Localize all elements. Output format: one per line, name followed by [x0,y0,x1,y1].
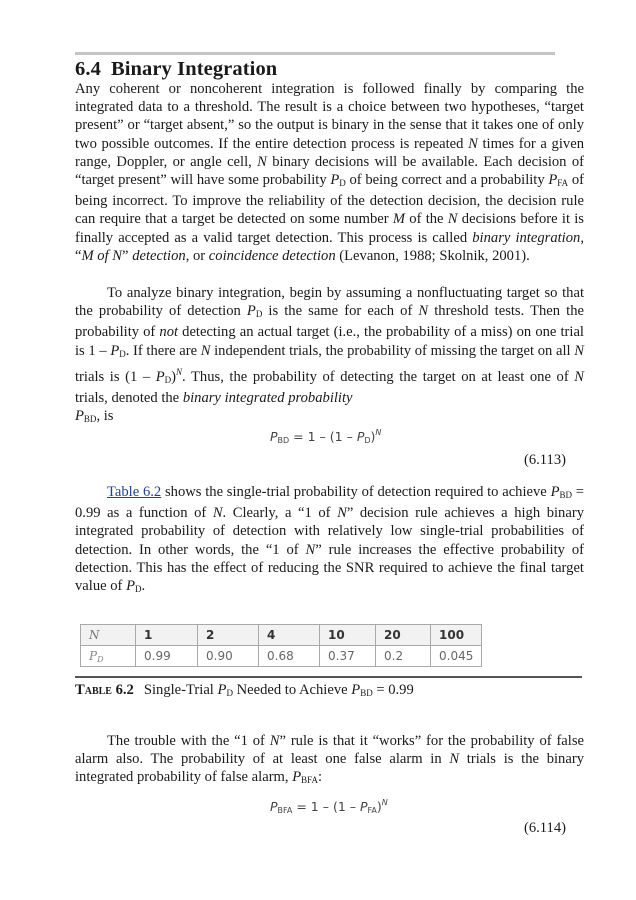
term-binary-integration: binary integration [472,229,581,246]
table-cell: 2 [198,625,259,646]
paragraph-false-alarm: The trouble with the “1 of N” rule is that it “works” for the probability of false alarm also. The probability of at least one false alarm in N trials is the binary integrated probability of false alarm, $P_{BFA}$: [75,733,584,786]
equation-6-113: $P_{BD} = 1 - (1 - P_D)^N$ [270,428,382,445]
single-trial-pd-table [80,624,482,667]
table-6-2-link[interactable]: Table 6.2 [107,484,162,500]
section-number: 6.4 [75,58,101,80]
table-cell: 10 [320,625,376,646]
paragraph-table-ref: Table 6.2 shows the single-trial probability of detection required to achieve $P_{BD} = 0.99$ as a function of N. Clearly, a “1 of N” decision rule achieves a high binary integrated probability of detection with relatively low single-trial probabilities of detection. In other words, the “1 of N” rule increases the effective probability of detection. This has the effect of reducing the SNR required to achieve the final target value of $P_D$. [75,484,584,595]
equation-6-114: $P_{BFA} = 1 - (1 - P_{FA})^N$ [270,798,388,815]
table-cell: 0.68 [259,646,320,667]
equation-number: (6.114) [524,820,567,836]
paragraph-intro: Any coherent or noncoherent integration is followed finally by comparing the integrated data to a threshold. The result is a choice between two hypotheses, “target present” or “target absent,” so the output is binary in the sense that it takes one of only two possible outcomes. If the entire detection process is repeated N times for a given range, Doppler, or angle cell, N binary decisions will be available. Each decision of “target present” will have some probability $P_D$ of being correct and a probability $P_{FA}$ of being incorrect. To improve the reliability of the detection decision, the decision rule can require that a target be detected on some number M of the N decisions before it is finally accepted as a valid target detection. This process is called binary integration, “M of N” detection, or coincidence detection (Levanon, 1988; Skolnik, 2001). [75,81,584,264]
table-cell: 0.90 [198,646,259,667]
table-cell: 0.99 [136,646,198,667]
top-rule [75,52,555,55]
table-cell: 0.2 [376,646,431,667]
table-cell: 0.37 [320,646,376,667]
table-cell: 0.045 [431,646,482,667]
table-caption: Table 6.2 Single-Trial $P_D$ Needed to Achieve $P_{BD} = 0.99$ [75,682,414,698]
table-cell: 1 [136,625,198,646]
table-row [81,646,482,667]
table-cell: 4 [259,625,320,646]
equation-number: (6.113) [524,452,567,468]
section-title: Binary Integration [110,58,278,80]
paragraph-analysis: To analyze binary integration, begin by assuming a nonfluctuating target so that the probability of detection $P_D$ is the same for each of N threshold tests. Then the probability of not detecting an actual target (i.e., the probability of a miss) on one trial is $1 - P_D$. If there are N independent trials, the probability of missing the target on all N trials is $(1 - P_D)^N$. Thus, the probability of detecting the target on at least one of N trials, denoted the binary integrated probability $P_{BD}$, is [75,285,584,425]
table-cell: 100 [431,625,482,646]
section-heading [75,58,277,81]
table-row [81,625,482,646]
table-cell: 20 [376,625,431,646]
caption-rule [75,676,582,678]
table-row-label: $P_D$ [81,646,136,667]
table-row-label: N [81,625,136,646]
caption-label: Table 6.2 [75,682,134,698]
